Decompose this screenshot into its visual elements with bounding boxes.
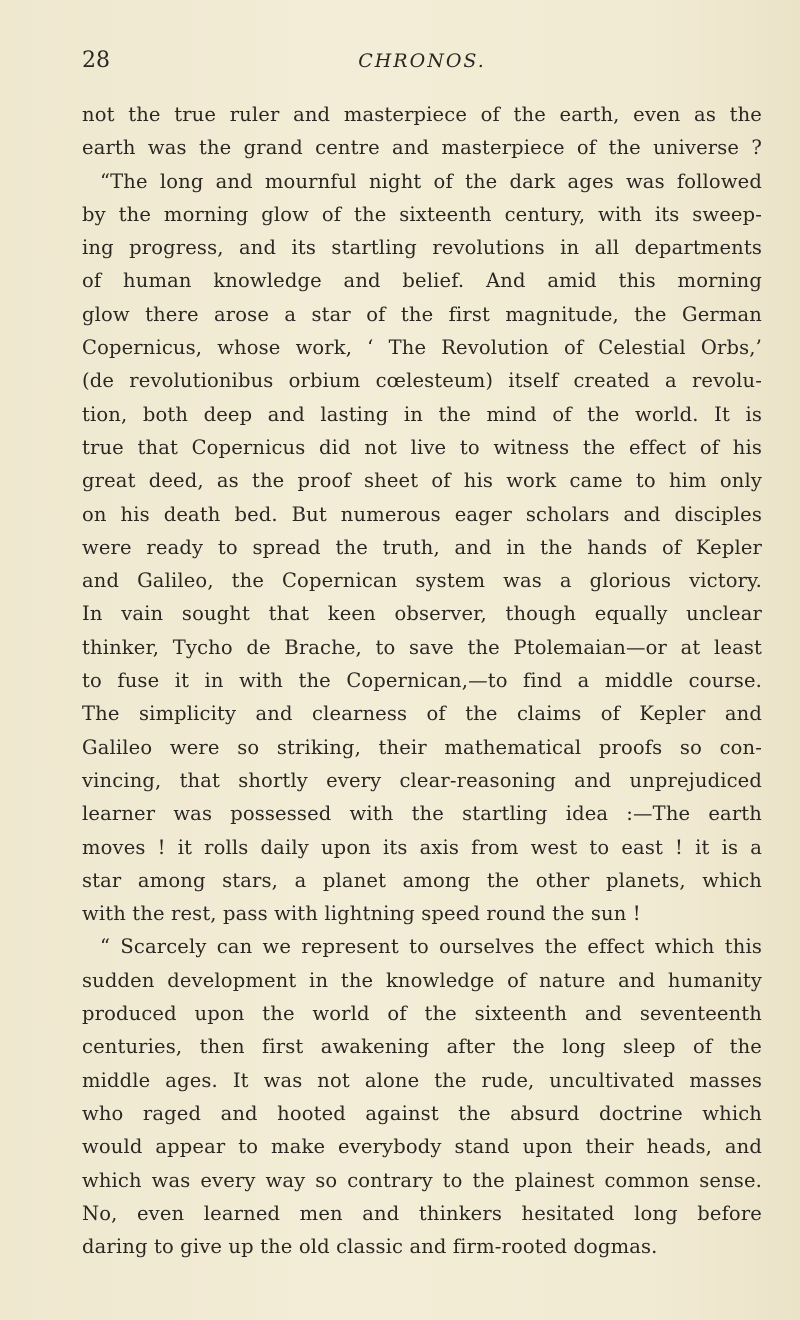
page-header — [82, 40, 762, 80]
text-line: daring to give up the old classic and firm-rooted dogmas. — [82, 1235, 658, 1259]
text-line: thinker, Tycho de Brache, to save the Ptolemaian—or at least — [82, 635, 762, 659]
text-line: In vain sought that keen observer, though equally unclear — [82, 602, 762, 626]
running-head: CHRONOS. — [358, 50, 486, 72]
text-line: with the rest, pass with lightning speed round the sun ! — [82, 902, 641, 926]
text-line: learner was possessed with the startling idea :—The earth — [82, 802, 762, 826]
text-line: on his death bed. But numerous eager scholars and disciples — [82, 502, 762, 526]
text-line: true that Copernicus did not live to witness the effect of his — [82, 435, 762, 459]
body-text — [82, 98, 762, 1263]
text-line: (de revolutionibus orbium cœlesteum) itself created a revolu- — [82, 369, 762, 393]
text-line: earth was the grand centre and masterpiece of the universe ? — [82, 136, 762, 160]
text-line: centuries, then first awakening after the long sleep of the — [82, 1035, 762, 1059]
text-line: tion, both deep and lasting in the mind of the world. It is — [82, 402, 762, 426]
text-line: Galileo were so striking, their mathematical proofs so con- — [82, 735, 762, 759]
text-line: vincing, that shortly every clear-reasoning and unprejudiced — [82, 768, 762, 792]
text-line: which was every way so contrary to the plainest common sense. — [82, 1168, 762, 1192]
page-number: 28 — [82, 48, 110, 73]
text-line: and Galileo, the Copernican system was a glorious victory. — [82, 569, 762, 593]
text-line: moves ! it rolls daily upon its axis from west to east ! it is a — [82, 835, 762, 859]
text-line: were ready to spread the truth, and in the hands of Kepler — [82, 535, 762, 559]
text-line: produced upon the world of the sixteenth and seventeenth — [82, 1002, 762, 1026]
text-line: “ Scarcely can we represent to ourselves the effect which this — [100, 935, 762, 959]
text-line: “The long and mournful night of the dark ages was followed — [100, 169, 762, 193]
text-line: to fuse it in with the Copernican,—to find a middle course. — [82, 669, 762, 693]
text-line: would appear to make everybody stand upon their heads, and — [82, 1135, 762, 1159]
text-line: The simplicity and clearness of the claims of Kepler and — [82, 702, 762, 726]
text-line: by the morning glow of the sixteenth century, with its sweep- — [82, 202, 762, 226]
text-line: great deed, as the proof sheet of his work came to him only — [82, 469, 762, 493]
text-line: star among stars, a planet among the other planets, which — [82, 868, 762, 892]
text-line: glow there arose a star of the first magnitude, the German — [82, 302, 762, 326]
text-line: sudden development in the knowledge of nature and humanity — [82, 968, 762, 992]
text-line: middle ages. It was not alone the rude, uncultivated masses — [82, 1068, 762, 1092]
text-line: Copernicus, whose work, ‘ The Revolution of Celestial Orbs,’ — [82, 336, 762, 360]
text-line: not the true ruler and masterpiece of the earth, even as the — [82, 103, 762, 126]
text-line: No, even learned men and thinkers hesitated long before — [82, 1201, 762, 1225]
text-line: who raged and hooted against the absurd doctrine which — [82, 1101, 762, 1125]
text-line: of human knowledge and belief. And amid this morning — [82, 269, 762, 293]
text-line: ing progress, and its startling revolutions in all departments — [82, 236, 762, 260]
